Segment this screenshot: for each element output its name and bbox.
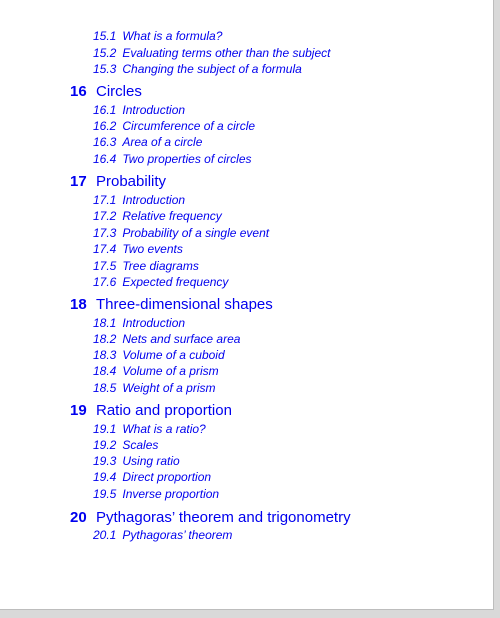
section-number: 18.5: [93, 381, 117, 395]
chapter-number: 16: [70, 83, 87, 100]
section-number: 19.4: [93, 470, 117, 484]
toc-section-16-1[interactable]: [93, 103, 185, 117]
section-title: Introduction: [122, 193, 186, 207]
section-title: Volume of a prism: [122, 364, 219, 378]
chapter-title: Ratio and proportion: [96, 402, 232, 419]
section-title: Direct proportion: [122, 470, 212, 484]
toc-chapter-18[interactable]: [70, 296, 273, 313]
chapter-number: 20: [70, 509, 87, 526]
toc-chapter-17[interactable]: [70, 173, 166, 190]
section-title: Relative frequency: [122, 209, 222, 223]
section-number: 15.2: [93, 46, 117, 60]
toc-section-17-3[interactable]: [93, 226, 269, 240]
toc-section-17-1[interactable]: [93, 193, 185, 207]
chapter-title: Circles: [96, 83, 142, 100]
section-title: Two properties of circles: [122, 152, 252, 166]
section-number: 15.1: [93, 29, 117, 43]
section-number: 17.4: [93, 242, 117, 256]
section-title: Area of a circle: [122, 135, 203, 149]
toc-section-17-5[interactable]: [93, 259, 199, 273]
toc-section-18-5[interactable]: [93, 381, 216, 395]
section-title: Introduction: [122, 316, 186, 330]
section-title: Evaluating terms other than the subject: [122, 46, 331, 60]
toc-section-18-3[interactable]: [93, 348, 225, 362]
section-number: 16.1: [93, 103, 117, 117]
section-title: Pythagoras’ theorem: [122, 528, 233, 542]
section-number: 17.2: [93, 209, 117, 223]
section-title: Circumference of a circle: [122, 119, 256, 133]
section-title: Volume of a cuboid: [122, 348, 225, 362]
section-number: 15.3: [93, 62, 117, 76]
section-number: 18.1: [93, 316, 117, 330]
toc-section-18-4[interactable]: [93, 364, 219, 378]
section-number: 19.3: [93, 454, 117, 468]
toc-section-17-4[interactable]: [93, 242, 183, 256]
toc-section-15-1[interactable]: [93, 29, 222, 43]
section-number: 16.3: [93, 135, 117, 149]
section-title: Inverse proportion: [122, 487, 220, 501]
toc-section-17-2[interactable]: [93, 209, 222, 223]
toc-chapter-19[interactable]: [70, 402, 232, 419]
section-title: Expected frequency: [122, 275, 229, 289]
section-number: 19.1: [93, 422, 117, 436]
section-title: Probability of a single event: [122, 226, 270, 240]
section-title: Weight of a prism: [122, 381, 216, 395]
section-number: 20.1: [93, 528, 117, 542]
toc-section-16-3[interactable]: [93, 135, 202, 149]
section-title: Changing the subject of a formula: [122, 62, 302, 76]
toc-section-19-2[interactable]: [93, 438, 158, 452]
toc-chapter-20[interactable]: [70, 509, 351, 526]
chapter-title: Probability: [96, 173, 167, 190]
section-number: 16.2: [93, 119, 117, 133]
toc-section-15-2[interactable]: [93, 46, 330, 60]
section-number: 17.5: [93, 259, 117, 273]
toc-section-18-2[interactable]: [93, 332, 240, 346]
section-number: 16.4: [93, 152, 117, 166]
section-number: 18.4: [93, 364, 117, 378]
section-title: Nets and surface area: [122, 332, 241, 346]
toc-section-19-5[interactable]: [93, 487, 219, 501]
toc-section-17-6[interactable]: [93, 275, 228, 289]
section-title: What is a formula?: [122, 29, 223, 43]
section-number: 19.2: [93, 438, 117, 452]
toc-section-19-3[interactable]: [93, 454, 180, 468]
toc-section-18-1[interactable]: [93, 316, 185, 330]
section-title: Tree diagrams: [122, 259, 199, 273]
chapter-title: Three-dimensional shapes: [96, 296, 273, 313]
toc-section-15-3[interactable]: [93, 62, 302, 76]
section-title: Using ratio: [122, 454, 180, 468]
chapter-title: Pythagoras’ theorem and trigonometry: [96, 509, 351, 526]
toc-section-19-1[interactable]: [93, 422, 206, 436]
chapter-number: 19: [70, 402, 87, 419]
chapter-number: 18: [70, 296, 87, 313]
section-number: 19.5: [93, 487, 117, 501]
toc-section-19-4[interactable]: [93, 470, 211, 484]
section-number: 17.1: [93, 193, 117, 207]
chapter-number: 17: [70, 173, 87, 190]
section-title: Introduction: [122, 103, 186, 117]
section-number: 17.6: [93, 275, 117, 289]
section-title: Two events: [122, 242, 183, 256]
toc-section-16-2[interactable]: [93, 119, 255, 133]
toc-chapter-16[interactable]: [70, 83, 142, 100]
section-number: 18.2: [93, 332, 117, 346]
section-title: What is a ratio?: [122, 422, 206, 436]
section-title: Scales: [122, 438, 159, 452]
section-number: 17.3: [93, 226, 117, 240]
section-number: 18.3: [93, 348, 117, 362]
toc-section-16-4[interactable]: [93, 152, 252, 166]
toc-section-20-1[interactable]: [93, 528, 232, 542]
